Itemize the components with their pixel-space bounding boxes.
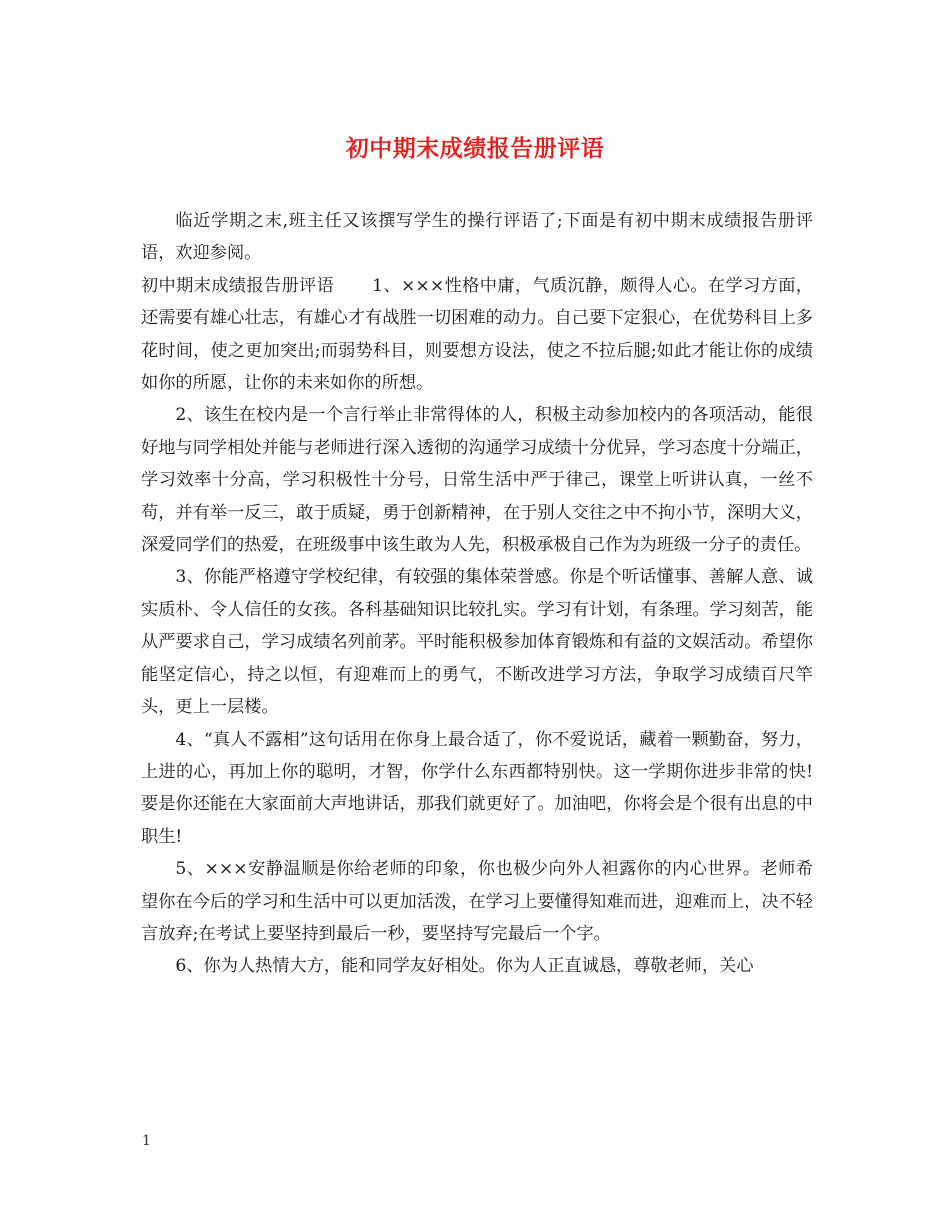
intro-paragraph: 临近学期之末,班主任又该撰写学生的操行评语了;下面是有初中期末成绩报告册评语，欢迎参阅。 <box>141 211 813 264</box>
section-label: 初中期末成绩报告册评语 <box>141 275 335 296</box>
page-number: 1 <box>142 1133 151 1149</box>
comment-paragraph-6: 6、你为人热情大方，能和同学友好相处。你为人正直诚恳，尊敬老师，关心 <box>175 956 754 977</box>
comment-text-1: 1、×××性格中庸，气质沉静，颇得人心。在学习方面，还需要有雄心壮志，有雄心才有战胜一切困难的动力。自己要下定狠心，在优势科目上多花时间，使之更加突出;而弱势科目，则要想方设法，使之不拉后腿;如此才能让你的成绩如你的所愿，让你的未来如你的所想。 <box>141 275 813 394</box>
comment-paragraph-2: 2、该生在校内是一个言行举止非常得体的人，积极主动参加校内的各项活动，能很好地与同学相处并能与老师进行深入透彻的沟通学习成绩十分优异，学习态度十分端正，学习效率十分高，学习积极性十分号，日常生活中严于律己，课堂上听讲认真，一丝不苟，并有举一反三，敢于质疑，勇于创新精神，在于别人交往之中不拘小节，深明大义，深爱同学们的热爱，在班级事中该生敢为人先，积极承极自己作为为班级一分子的责任。 <box>141 405 813 556</box>
document-body <box>141 205 813 983</box>
comment-paragraph-4: 4、“真人不露相”这句话用在你身上最合适了，你不爱说话，藏着一颗勤奋，努力，上进的心，再加上你的聪明，才智，你学什么东西都特别快。这一学期你进步非常的快!要是你还能在大家面前大声地讲话，那我们就更好了。加油吧，你将会是个很有出息的中职生! <box>141 729 813 847</box>
comment-paragraph-1 <box>141 270 813 400</box>
comment-paragraph-3: 3、你能严格遵守学校纪律，有较强的集体荣誉感。你是个听话懂事、善解人意、诚实质朴、令人信任的女孩。各科基础知识比较扎实。学习有计划，有条理。学习刻苦，能从严要求自己，学习成绩名列前茅。平时能积极参加体育锻炼和有益的文娱活动。希望你能坚定信心，持之以恒，有迎难而上的勇气，不断改进学习方法，争取学习成绩百尺竿头，更上一层楼。 <box>141 567 813 718</box>
comment-paragraph-5: 5、×××安静温顺是你给老师的印象，你也极少向外人袒露你的内心世界。老师希望你在今后的学习和生活中可以更加活泼，在学习上要懂得知难而进，迎难而上，决不轻言放弃;在考试上要坚持到最后一秒，要坚持写完最后一个字。 <box>141 859 813 944</box>
document-title: 初中期末成绩报告册评语 <box>345 135 605 162</box>
